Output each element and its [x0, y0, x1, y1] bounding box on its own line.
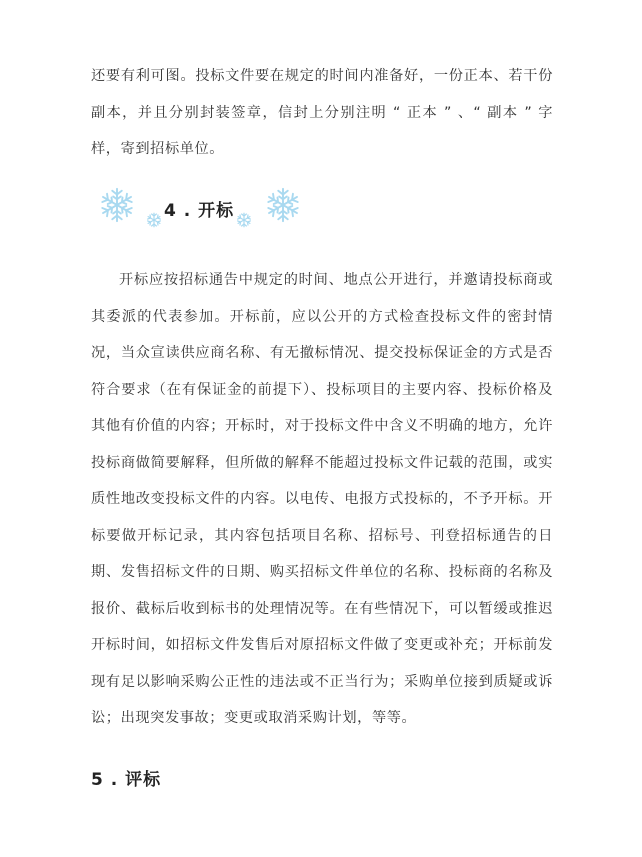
section-5-title: 5 . 评标: [91, 770, 162, 790]
intro-paragraph: 还要有利可图。投标文件要在规定的时间内准备好，一份正本、若干份副本，并且分别封装签章，信封上分别注明 “ 正本 ” 、“ 副本 ” 字样，寄到招标单位。: [91, 68, 553, 157]
section-4-body: 开标应按招标通告中规定的时间、地点公开进行，并邀请投标商或其委派的代表参加。开标前，应以公开的方式检查投标文件的密封情况，当众宣读供应商名称、有无撤标情况、提交投标保证金的方式是否符合要求（在有保证金的前提下）、投标项目的主要内容、投标价格及其他有价值的内容；开标时，对于投标文件中含义不明确的地方，允许投标商做简要解释，但所做的解释不能超过投标文件记载的范围，或实质性地改变投标文件的内容。以电传、电报方式投标的，不予开标。开标要做开标记录，其内容包括项目名称、招标号、刊登招标通告的日期、发售招标文件的日期、购买招标文件单位的名称、投标商的名称及报价、截标后收到标书的处理情况等。在有些情况下，可以暂缓或推迟开标时间，如招标文件发售后对原招标文件做了变更或补充；开标前发现有足以影响采购公正性的违法或不正当行为；采购单位接到质疑或诉讼；出现突发事故；变更或取消采购计划，等等。: [91, 272, 553, 726]
section-4-title: 4 . 开标: [164, 201, 235, 221]
snowflake-icon: [264, 186, 302, 224]
section-4-heading: [98, 182, 308, 232]
snowflake-icon: [146, 212, 162, 228]
snowflake-icon: [98, 186, 136, 224]
section-5-heading: [91, 765, 161, 790]
snowflake-icon: [236, 212, 252, 228]
